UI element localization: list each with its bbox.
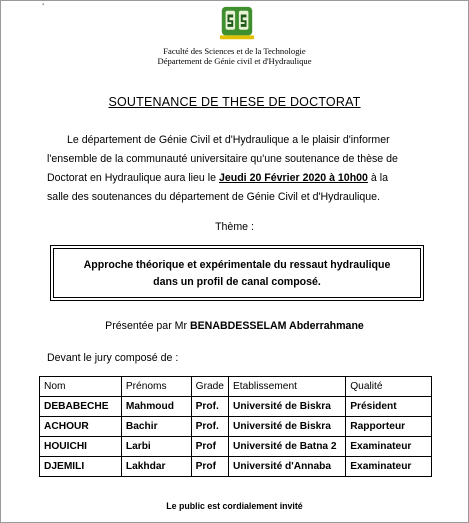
header-qualite: Qualité (346, 377, 432, 397)
page-marker-icon: ▪ (42, 2, 45, 8)
cell-grade: Prof (191, 437, 228, 457)
header-grade: Grade (191, 377, 228, 397)
cell-etablissement: Université de Biskra (228, 397, 345, 417)
cell-prenom: Larbi (121, 437, 191, 457)
table-row (40, 397, 432, 417)
announcement-line-1: Le département de Génie Civil et d'Hydraulique a le plaisir d'informer (67, 134, 390, 146)
table-row (40, 457, 432, 477)
presenter-line (0, 320, 469, 332)
cell-nom: ACHOUR (40, 417, 122, 437)
university-emblem-icon (218, 5, 256, 43)
header-etablissement: Etablissement (228, 377, 345, 397)
theme-label: Thème : (215, 221, 254, 233)
announcement-line-2: l'ensemble de la communauté universitaire qu'une soutenance de thèse de (47, 153, 398, 165)
faculty-name: Faculté des Sciences et de la Technologie (163, 46, 306, 56)
cell-grade: Prof. (191, 417, 228, 437)
cell-prenom: Mahmoud (121, 397, 191, 417)
announcement-line-3 (47, 169, 427, 188)
page-title: SOUTENANCE DE THESE DE DOCTORAT (108, 95, 361, 109)
announcement-line-3-end: à la (367, 172, 388, 184)
cell-prenom: Lakhdar (121, 457, 191, 477)
cell-grade: Prof. (191, 397, 228, 417)
header-nom: Nom (40, 377, 122, 397)
cell-prenom: Bachir (121, 417, 191, 437)
announcement-line-4: salle des soutenances du département de Génie Civil et d'Hydraulique. (47, 191, 380, 203)
department-name: Département de Génie civil et d'Hydraulique (157, 56, 312, 66)
cell-nom: DEBABECHE (40, 397, 122, 417)
cell-qualite: Examinateur (346, 437, 432, 457)
jury-table (39, 376, 432, 477)
cell-qualite: Rapporteur (346, 417, 432, 437)
cell-etablissement: Université de Batna 2 (228, 437, 345, 457)
cell-etablissement: Université de Biskra (228, 417, 345, 437)
theme-box (53, 248, 421, 298)
public-invitation: Le public est cordialement invité (166, 501, 303, 511)
theme-title-line-1: Approche théorique et expérimentale du ressaut hydraulique (83, 259, 391, 271)
jury-intro: Devant le jury composé de : (47, 352, 179, 364)
cell-grade: Prof (191, 457, 228, 477)
cell-nom: DJEMILI (40, 457, 122, 477)
defense-date: Jeudi 20 Février 2020 à 10h00 (218, 172, 368, 184)
table-row (40, 437, 432, 457)
presenter-name: BENABDESSELAM Abderrahmane (189, 320, 364, 332)
presenter-prefix: Présentée par Mr (105, 320, 190, 332)
table-row (40, 417, 432, 437)
jury-table-header (40, 377, 432, 397)
theme-title-line-2: dans un profil de canal composé. (153, 276, 321, 288)
cell-etablissement: Université d'Annaba (228, 457, 345, 477)
cell-qualite: Président (346, 397, 432, 417)
cell-qualite: Examinateur (346, 457, 432, 477)
cell-nom: HOUICHI (40, 437, 122, 457)
announcement-line-3-start: Doctorat en Hydraulique aura lieu le (47, 172, 219, 184)
header-prenoms: Prénoms (121, 377, 191, 397)
